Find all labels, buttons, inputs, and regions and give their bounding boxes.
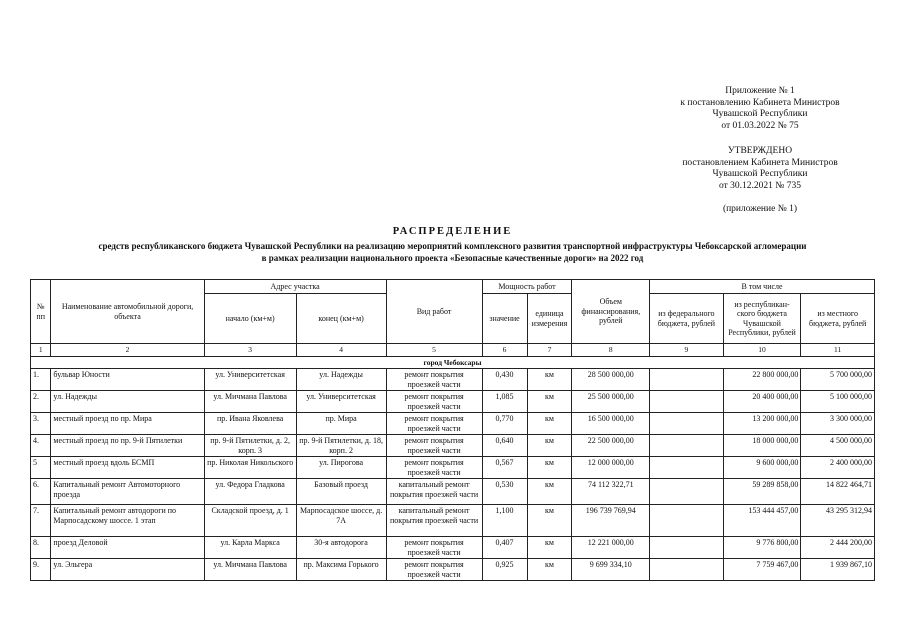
work-type: ремонт покрытия проезжей части (386, 413, 482, 435)
start-point: ул. Мичмана Павлова (204, 559, 296, 581)
work-type: ремонт покрытия проезжей части (386, 369, 482, 391)
work-unit: км (527, 413, 572, 435)
federal-amount (650, 457, 724, 479)
approved-line: постановлением Кабинета Министров (682, 157, 838, 168)
col-number: 3 (204, 344, 296, 357)
funding-volume: 196 739 769,94 (572, 505, 650, 537)
local-amount: 1 939 867,10 (801, 559, 875, 581)
col-number: 9 (650, 344, 724, 357)
row-number: 4. (31, 435, 51, 457)
republic-amount: 7 759 467,00 (723, 559, 801, 581)
start-point: Складской проезд, д. 1 (204, 505, 296, 537)
local-amount: 2 400 000,00 (801, 457, 875, 479)
work-value: 0,770 (482, 413, 527, 435)
end-point: Марпосадское шоссе, д. 7А (296, 505, 386, 537)
work-type: ремонт покрытия проезжей части (386, 457, 482, 479)
work-unit: км (527, 435, 572, 457)
federal-amount (650, 391, 724, 413)
republic-amount: 153 444 457,00 (723, 505, 801, 537)
header-volume: Объем финансирования, рублей (572, 280, 650, 344)
work-type: капитальный ремонт покрытия проезжей части (386, 505, 482, 537)
work-type: ремонт покрытия проезжей части (386, 537, 482, 559)
work-unit: км (527, 537, 572, 559)
funding-volume: 9 699 334,10 (572, 559, 650, 581)
start-point: ул. Мичмана Павлова (204, 391, 296, 413)
republic-amount: 9 600 000,00 (723, 457, 801, 479)
local-amount: 2 444 200,00 (801, 537, 875, 559)
funding-volume: 12 000 000,00 (572, 457, 650, 479)
work-unit: км (527, 559, 572, 581)
republic-amount: 22 800 000,00 (723, 369, 801, 391)
local-amount: 4 500 000,00 (801, 435, 875, 457)
funding-volume: 25 500 000,00 (572, 391, 650, 413)
row-number: 8. (31, 537, 51, 559)
work-type: ремонт покрытия проезжей части (386, 559, 482, 581)
start-point: пр. 9-й Пятилетки, д. 2, корп. 3 (204, 435, 296, 457)
federal-amount (650, 537, 724, 559)
row-number: 2. (31, 391, 51, 413)
work-unit: км (527, 391, 572, 413)
start-point: пр. Ивана Яковлева (204, 413, 296, 435)
federal-amount (650, 369, 724, 391)
header-republic: из республикан-ского бюджета Чувашской Республики, рублей (723, 294, 801, 344)
work-value: 0,567 (482, 457, 527, 479)
local-amount: 5 100 000,00 (801, 391, 875, 413)
table-row (31, 369, 875, 391)
appendix-line: от 01.03.2022 № 75 (721, 120, 799, 131)
approved-line: УТВЕРЖДЕНО (727, 146, 793, 156)
republic-amount: 59 289 858,00 (723, 479, 801, 505)
approved-block (660, 146, 860, 192)
header-road-name: Наименование автомобильной дороги, объекта (51, 280, 204, 344)
start-point: ул. Университетская (204, 369, 296, 391)
end-point: пр. 9-й Пятилетки, д. 18, корп. 2 (296, 435, 386, 457)
table-row (31, 435, 875, 457)
road-name: бульвар Юности (51, 369, 204, 391)
local-amount: 3 300 000,00 (801, 413, 875, 435)
header-work-type: Вид работ (386, 280, 482, 344)
road-name: ул. Надежды (51, 391, 204, 413)
federal-amount (650, 505, 724, 537)
distribution-table (30, 279, 875, 581)
work-value: 0,925 (482, 559, 527, 581)
work-value: 0,407 (482, 537, 527, 559)
subtitle-line: в рамках реализации национального проекта «Безопасные качественные дороги» на 2022 год (261, 253, 644, 263)
col-number: 10 (723, 344, 801, 357)
table-row (31, 537, 875, 559)
end-point: 30-я автодорога (296, 537, 386, 559)
road-name: Капитальный ремонт Автомоторного проезда (51, 479, 204, 505)
appendix-note: (приложение № 1) (722, 204, 798, 214)
table-row (31, 391, 875, 413)
col-number: 5 (386, 344, 482, 357)
work-value: 0,640 (482, 435, 527, 457)
local-amount: 43 295 312,94 (801, 505, 875, 537)
road-name: местный проезд по пр. 9-й Пятилетки (51, 435, 204, 457)
work-unit: км (527, 369, 572, 391)
header-address: Адрес участка (204, 280, 386, 294)
header-num: № пп (31, 280, 51, 344)
work-type: ремонт покрытия проезжей части (386, 391, 482, 413)
funding-volume: 22 500 000,00 (572, 435, 650, 457)
table-row (31, 505, 875, 537)
end-point: ул. Пирогова (296, 457, 386, 479)
row-number: 5 (31, 457, 51, 479)
col-number: 6 (482, 344, 527, 357)
col-number: 1 (31, 344, 51, 357)
start-point: ул. Федора Гладкова (204, 479, 296, 505)
table-row (31, 457, 875, 479)
row-number: 6. (31, 479, 51, 505)
document-subtitle (30, 240, 875, 264)
table-row (31, 479, 875, 505)
local-amount: 14 822 464,71 (801, 479, 875, 505)
start-point: пр. Николая Никольского (204, 457, 296, 479)
col-number: 8 (572, 344, 650, 357)
road-name: местный проезд вдоль БСМП (51, 457, 204, 479)
header-end: конец (км+м) (296, 294, 386, 344)
work-unit: км (527, 457, 572, 479)
work-value: 1,085 (482, 391, 527, 413)
republic-amount: 20 400 000,00 (723, 391, 801, 413)
col-number: 2 (51, 344, 204, 357)
header-local: из местного бюджета, рублей (801, 294, 875, 344)
funding-volume: 16 500 000,00 (572, 413, 650, 435)
row-number: 7. (31, 505, 51, 537)
row-number: 9. (31, 559, 51, 581)
work-type: капитальный ремонт покрытия проезжей части (386, 479, 482, 505)
federal-amount (650, 479, 724, 505)
funding-volume: 12 221 000,00 (572, 537, 650, 559)
federal-amount (650, 435, 724, 457)
work-value: 1,100 (482, 505, 527, 537)
col-number: 7 (527, 344, 572, 357)
appendix-block (660, 86, 860, 132)
funding-volume: 28 500 000,00 (572, 369, 650, 391)
federal-amount (650, 413, 724, 435)
appendix-line: Чувашской Республики (712, 109, 808, 119)
col-number: 4 (296, 344, 386, 357)
funding-volume: 74 112 322,71 (572, 479, 650, 505)
end-point: пр. Максима Горького (296, 559, 386, 581)
col-number: 11 (801, 344, 875, 357)
appendix-line: Приложение № 1 (725, 86, 795, 96)
local-amount: 5 700 000,00 (801, 369, 875, 391)
subtitle-line: средств республиканского бюджета Чувашской Республики на реализацию мероприятий комплексного развития транспортной инфраструктуры Чебоксарской агломерации (98, 241, 807, 251)
work-unit: км (527, 479, 572, 505)
row-number: 3. (31, 413, 51, 435)
city-row: город Чебоксары (31, 356, 875, 369)
road-name: ул. Эльгера (51, 559, 204, 581)
start-point: ул. Карла Маркса (204, 537, 296, 559)
header-start: начало (км+м) (204, 294, 296, 344)
header-capacity: Мощность работ (482, 280, 572, 294)
road-name: проезд Деловой (51, 537, 204, 559)
header-including: В том числе (650, 280, 875, 294)
end-point: пр. Мира (296, 413, 386, 435)
republic-amount: 18 000 000,00 (723, 435, 801, 457)
header-unit: единица измерения (527, 294, 572, 344)
end-point: ул. Надежды (296, 369, 386, 391)
document-title: РАСПРЕДЕЛЕНИЕ (392, 226, 513, 237)
row-number: 1. (31, 369, 51, 391)
header-value: значение (482, 294, 527, 344)
table-row (31, 413, 875, 435)
end-point: ул. Университетская (296, 391, 386, 413)
approved-line: Чувашской Республики (712, 169, 808, 179)
header-federal: из федерального бюджета, рублей (650, 294, 724, 344)
work-type: ремонт покрытия проезжей части (386, 435, 482, 457)
road-name: Капитальный ремонт автодороги по Марпосадскому шоссе. 1 этап (51, 505, 204, 537)
end-point: Базовый проезд (296, 479, 386, 505)
federal-amount (650, 559, 724, 581)
table-row (31, 559, 875, 581)
republic-amount: 13 200 000,00 (723, 413, 801, 435)
road-name: местный проезд по пр. Мира (51, 413, 204, 435)
work-unit: км (527, 505, 572, 537)
appendix-line: к постановлению Кабинета Министров (680, 97, 840, 108)
work-value: 0,430 (482, 369, 527, 391)
work-value: 0,530 (482, 479, 527, 505)
approved-line: от 30.12.2021 № 735 (719, 180, 801, 191)
republic-amount: 9 776 800,00 (723, 537, 801, 559)
